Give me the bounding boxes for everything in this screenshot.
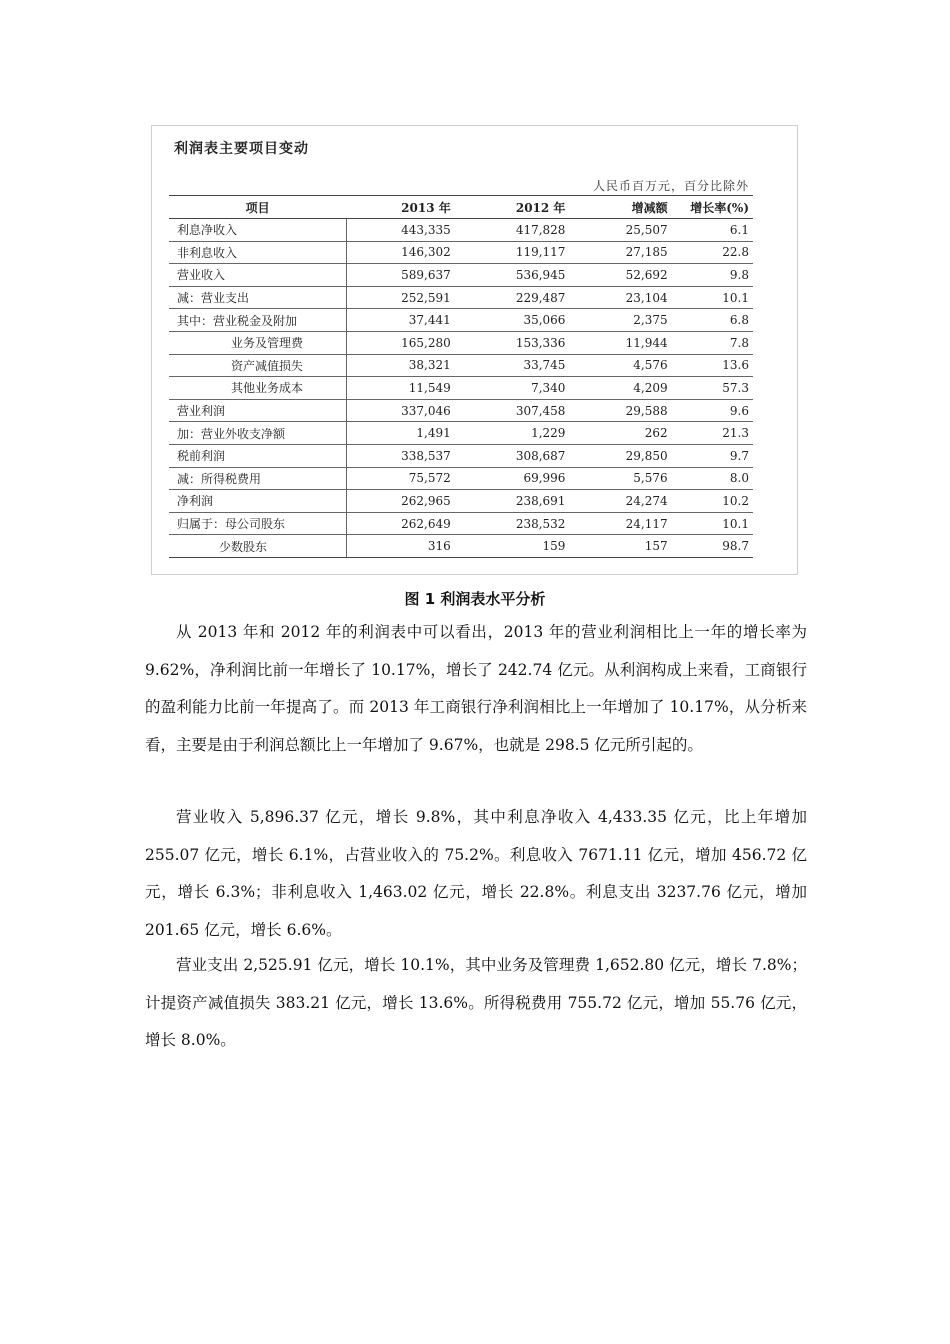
table-row	[169, 444, 753, 467]
table-row	[169, 331, 753, 354]
row-item-label: 业务及管理费	[169, 331, 346, 354]
row-value-2013: 262,965	[346, 490, 454, 513]
row-value-rate: 10.1	[672, 286, 753, 309]
row-value-change: 27,185	[569, 241, 671, 264]
row-item-label: 其中：营业税金及附加	[169, 309, 346, 332]
table-title: 利润表主要项目变动	[174, 141, 309, 157]
row-value-rate: 21.3	[672, 422, 753, 445]
row-value-rate: 9.7	[672, 444, 753, 467]
row-value-2013: 443,335	[346, 219, 454, 242]
table-row	[169, 490, 753, 513]
table-row	[169, 286, 753, 309]
row-value-2013: 252,591	[346, 286, 454, 309]
row-value-2012: 1,229	[455, 422, 570, 445]
row-value-2012: 238,691	[455, 490, 570, 513]
row-item-label: 减：所得税费用	[169, 467, 346, 490]
row-item-label: 减：营业支出	[169, 286, 346, 309]
row-value-2012: 238,532	[455, 512, 570, 535]
table-row	[169, 422, 753, 445]
table-row	[169, 399, 753, 422]
row-item-label: 税前利润	[169, 444, 346, 467]
row-value-change: 4,576	[569, 354, 671, 377]
row-value-2013: 75,572	[346, 467, 454, 490]
row-value-rate: 98.7	[672, 535, 753, 558]
header-2012: 2012 年	[455, 196, 570, 219]
row-value-change: 2,375	[569, 309, 671, 332]
row-value-change: 157	[569, 535, 671, 558]
table-row	[169, 377, 753, 400]
row-value-rate: 9.6	[672, 399, 753, 422]
row-item-label: 非利息收入	[169, 241, 346, 264]
row-value-change: 29,850	[569, 444, 671, 467]
row-value-2013: 38,321	[346, 354, 454, 377]
row-value-rate: 6.8	[672, 309, 753, 332]
row-value-2013: 37,441	[346, 309, 454, 332]
row-value-change: 29,588	[569, 399, 671, 422]
header-rate: 增长率(%)	[672, 196, 753, 219]
row-value-2012: 229,487	[455, 286, 570, 309]
figure-caption: 图 1 利润表水平分析	[404, 590, 546, 608]
row-value-rate: 22.8	[672, 241, 753, 264]
row-value-change: 11,944	[569, 331, 671, 354]
row-item-label: 利息净收入	[169, 219, 346, 242]
row-value-change: 23,104	[569, 286, 671, 309]
table-row	[169, 354, 753, 377]
row-value-2012: 159	[455, 535, 570, 558]
income-statement-figure	[151, 125, 798, 575]
row-value-rate: 10.1	[672, 512, 753, 535]
row-value-2013: 316	[346, 535, 454, 558]
paragraph-text: 从 2013 年和 2012 年的利润表中可以看出，2013 年的营业利润相比上一年的增长率为 9.62%，净利润比前一年增长了 10.17%，增长了 242.74 亿元。从利润构成上来看，工商银行的盈利能力比前一年提高了。而 2013 年工商银行净利润相比上一年增加了 10.17%，从分析来看，主要是由于利润总额比上一年增加了 9.67%，也就是 298.5 亿元所引起的。	[145, 623, 807, 754]
table-row	[169, 264, 753, 287]
row-item-label: 资产减值损失	[169, 354, 346, 377]
row-value-rate: 7.8	[672, 331, 753, 354]
table-row	[169, 467, 753, 490]
row-value-change: 52,692	[569, 264, 671, 287]
row-item-label: 净利润	[169, 490, 346, 513]
row-value-change: 4,209	[569, 377, 671, 400]
paragraph-text: 营业收入 5,896.37 亿元，增长 9.8%，其中利息净收入 4,433.35 亿元，比上年增加 255.07 亿元，增长 6.1%，占营业收入的 75.2%。利息收入 7671.11 亿元，增加 456.72 亿元，增长 6.3%；非利息收入 1,463.02 亿元，增长 22.8%。利息支出 3237.76 亿元，增加 201.65 亿元，增长 6.6%。	[145, 808, 807, 939]
row-value-2013: 1,491	[346, 422, 454, 445]
header-item: 项目	[169, 196, 346, 219]
row-value-change: 262	[569, 422, 671, 445]
table-body	[169, 219, 753, 558]
table-row	[169, 219, 753, 242]
body-paragraph-3	[145, 947, 807, 1060]
row-value-2013: 589,637	[346, 264, 454, 287]
header-2013: 2013 年	[346, 196, 454, 219]
row-item-label: 营业利润	[169, 399, 346, 422]
body-paragraph-2	[145, 799, 807, 949]
table-header-row	[169, 196, 753, 219]
row-item-label: 加：营业外收支净额	[169, 422, 346, 445]
row-value-change: 24,274	[569, 490, 671, 513]
body-paragraph-1	[145, 614, 807, 764]
row-value-2012: 308,687	[455, 444, 570, 467]
row-value-2012: 536,945	[455, 264, 570, 287]
row-value-2012: 417,828	[455, 219, 570, 242]
table-row	[169, 535, 753, 558]
row-value-change: 24,117	[569, 512, 671, 535]
row-value-2012: 153,336	[455, 331, 570, 354]
header-change: 增减额	[569, 196, 671, 219]
income-statement-table	[169, 195, 753, 558]
row-item-label: 少数股东	[169, 535, 346, 558]
paragraph-text: 营业支出 2,525.91 亿元，增长 10.1%，其中业务及管理费 1,652.80 亿元，增长 7.8%；计提资产减值损失 383.21 亿元，增长 13.6%。所得税费用 755.72 亿元，增加 55.76 亿元，增长 8.0%。	[145, 956, 807, 1049]
unit-note: 人民币百万元，百分比除外	[592, 179, 749, 193]
row-value-2013: 146,302	[346, 241, 454, 264]
row-value-rate: 10.2	[672, 490, 753, 513]
row-value-2012: 33,745	[455, 354, 570, 377]
row-value-rate: 8.0	[672, 467, 753, 490]
table-row	[169, 512, 753, 535]
row-value-2012: 7,340	[455, 377, 570, 400]
row-value-2013: 338,537	[346, 444, 454, 467]
row-value-2012: 307,458	[455, 399, 570, 422]
row-value-rate: 6.1	[672, 219, 753, 242]
row-value-2013: 11,549	[346, 377, 454, 400]
row-value-rate: 13.6	[672, 354, 753, 377]
row-item-label: 其他业务成本	[169, 377, 346, 400]
row-value-2012: 69,996	[455, 467, 570, 490]
row-value-2013: 262,649	[346, 512, 454, 535]
row-value-change: 5,576	[569, 467, 671, 490]
row-value-rate: 57.3	[672, 377, 753, 400]
row-item-label: 归属于：母公司股东	[169, 512, 346, 535]
row-value-2013: 337,046	[346, 399, 454, 422]
row-value-2012: 119,117	[455, 241, 570, 264]
row-value-change: 25,507	[569, 219, 671, 242]
table-row	[169, 241, 753, 264]
row-item-label: 营业收入	[169, 264, 346, 287]
row-value-2012: 35,066	[455, 309, 570, 332]
row-value-rate: 9.8	[672, 264, 753, 287]
table-row	[169, 309, 753, 332]
row-value-2013: 165,280	[346, 331, 454, 354]
